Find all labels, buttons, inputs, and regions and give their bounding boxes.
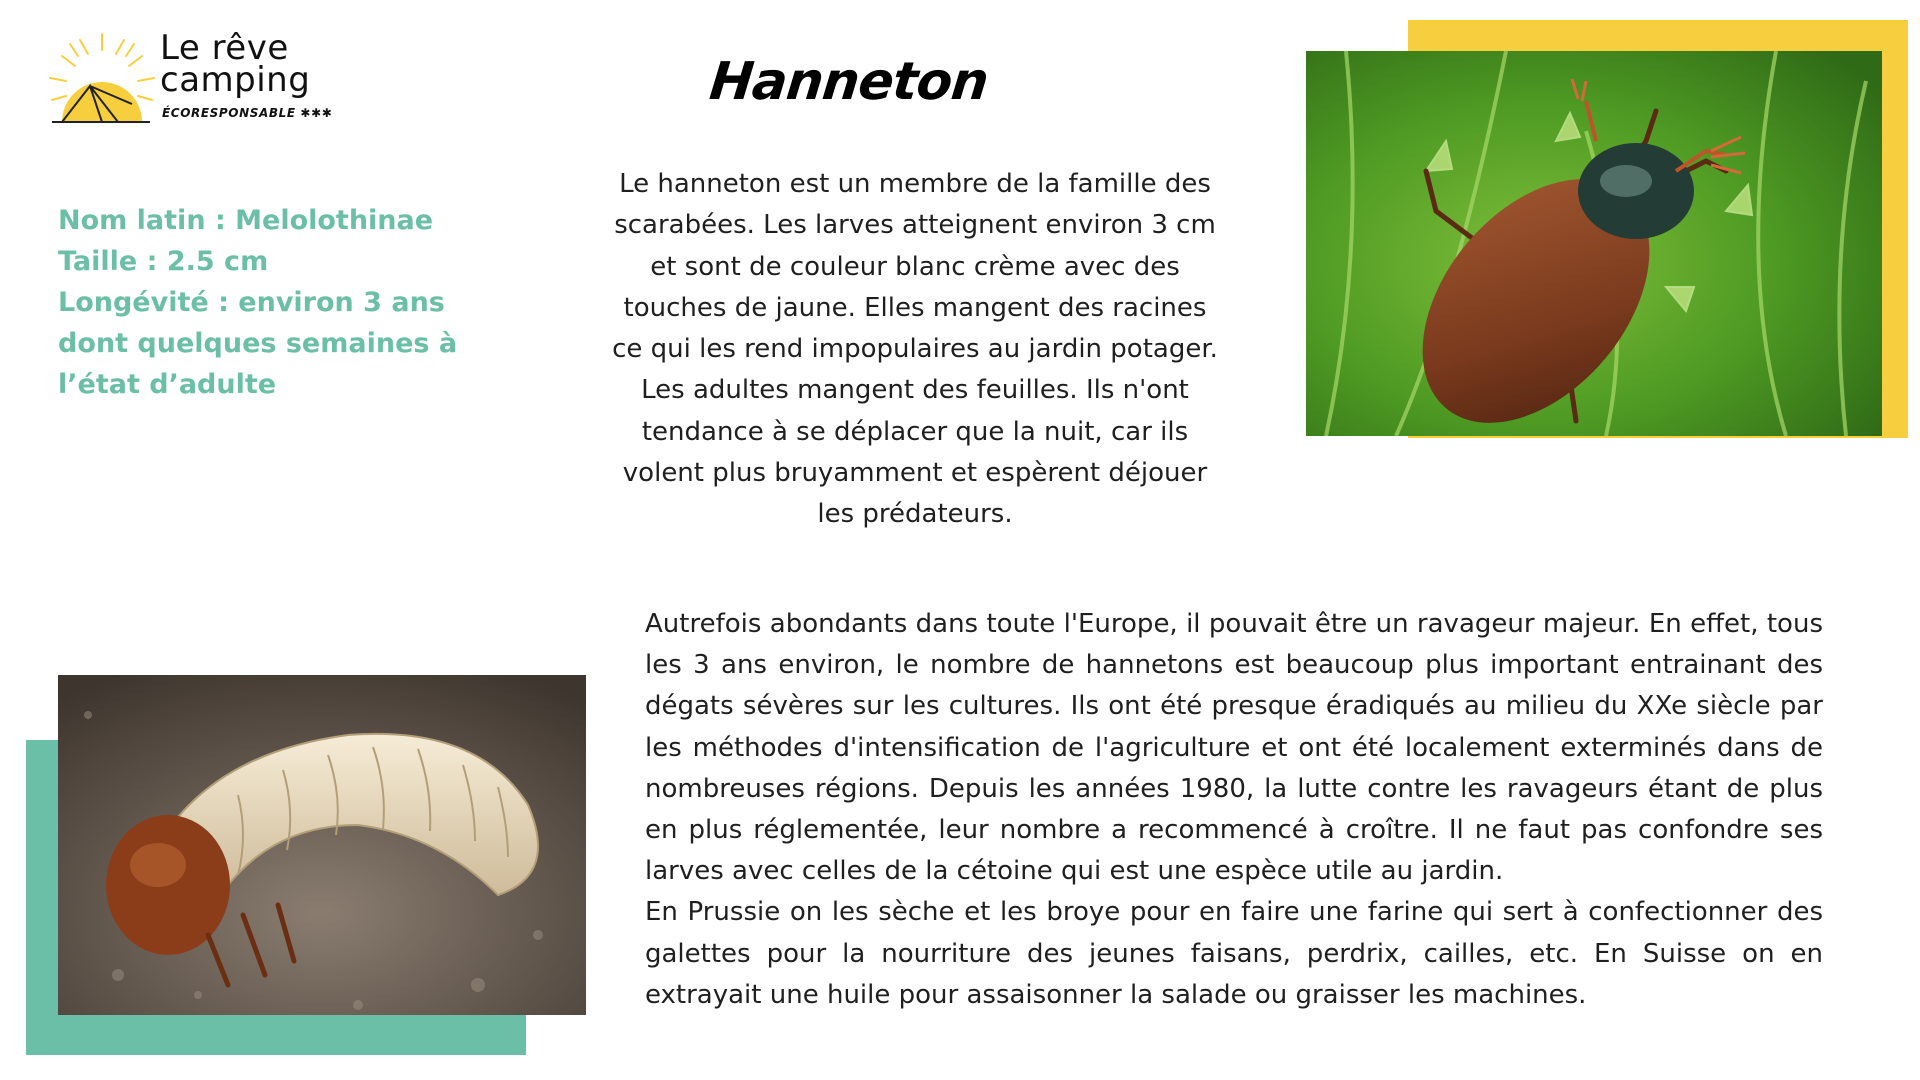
fact-size: Taille : 2.5 cm [58, 246, 269, 277]
fact-longevity: Longévité : environ 3 ans dont quelques semaines à l’état d’adulte [58, 287, 458, 400]
cockchafer-beetle-photo [1306, 51, 1882, 436]
body-paragraph-history: Autrefois abondants dans toute l'Europe, il pouvait être un ravageur majeur. En effet, tous les 3 ans environ, le nombre de hannetons est beaucoup plus important entrainant des dégats sévères sur les cultures. Ils ont été presque éradiqués au milieu du XXe siècle par les méthodes d'intensification de l'agriculture et ont été localement exterminés dans de nombreuses régions. Depuis les années 1980, la lutte contre les ravageurs étant de plus en plus réglementée, leur nombre a recommencé à croître. Il ne faut pas confondre ses larves avec celles de la cétoine qui est une espèce utile au jardin. [645, 609, 1823, 887]
page-title: Hanneton [706, 52, 991, 112]
logo [40, 26, 360, 136]
species-facts [58, 200, 488, 405]
cockchafer-larva-photo [58, 675, 586, 1015]
sun-tent-icon [40, 26, 170, 136]
logo-name-line1: Le rêve [160, 28, 289, 68]
fact-latin-name: Nom latin : Melolothinae [58, 205, 434, 236]
logo-tagline: ÉCORESPONSABLE ✱✱✱ [162, 106, 333, 120]
body-paragraph-uses: En Prussie on les sèche et les broye pour en faire une farine qui sert à confectionner des galettes pour la nourriture des jeunes faisans, perdrix, cailles, etc. En Suisse on en extrayait une huile pour assaisonner la salade ou graisser les machines. [645, 897, 1823, 1010]
logo-name-line2: camping [160, 60, 311, 100]
intro-paragraph: Le hanneton est un membre de la famille des scarabées. Les larves atteignent environ 3 cm et sont de couleur blanc crème avec des touches de jaune. Elles mangent des racines ce qui les rend impopulaires au jardin potager. Les adultes mangent des feuilles. Ils n'ont tendance à se déplacer que la nuit, car ils volent plus bruyamment et espèrent déjouer les prédateurs. [612, 169, 1218, 530]
body-text [645, 604, 1823, 1016]
logo-name [160, 28, 370, 100]
